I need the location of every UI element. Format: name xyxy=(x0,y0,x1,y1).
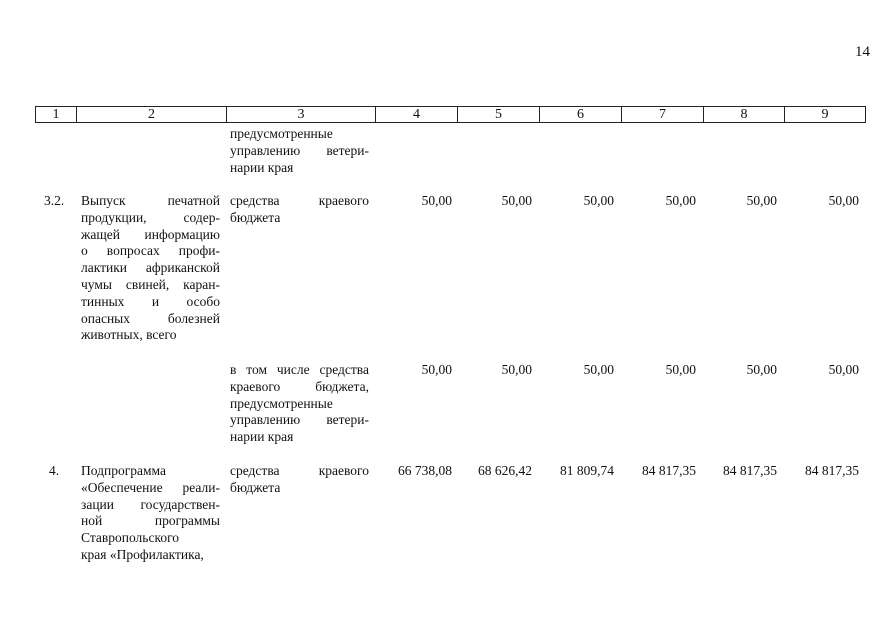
header-col-4: 4 xyxy=(376,107,458,122)
row-4-number: 4. xyxy=(49,463,60,478)
row-3-2-name: Выпуск печатной продукции, содер- жащей информацию о вопросах профи- лактики африканской чумы свиней, каран- тинных и особо опасных болезней животных, всего xyxy=(81,193,220,343)
page-number: 14 xyxy=(855,44,870,60)
header-col-1: 1 xyxy=(36,107,77,122)
row-3-2-sub-value-col9: 50,00 xyxy=(828,362,859,377)
row-4-value-col4: 66 738,08 xyxy=(398,463,452,478)
row-4-name: Подпрограмма «Обеспечение реали- зации государствен- ной программы Ставропольского края «Профилактика, xyxy=(81,463,220,562)
header-col-5: 5 xyxy=(458,107,540,122)
row-3-2-sub-source: в том числе средства краевого бюджета, предусмотренные управлению ветери- нарии края xyxy=(230,362,369,445)
row-4-value-col9: 84 817,35 xyxy=(805,463,859,478)
row-3-2-sub-value-col8: 50,00 xyxy=(746,362,777,377)
header-col-8: 8 xyxy=(704,107,785,122)
row-3-2-sub-value-col5: 50,00 xyxy=(501,362,532,377)
row-3-2-sub-value-col6: 50,00 xyxy=(583,362,614,377)
row-3-2-sub-value-col4: 50,00 xyxy=(421,362,452,377)
continuation-source: предусмотренные управлению ветери- нарии края xyxy=(230,126,369,175)
header-col-6: 6 xyxy=(540,107,622,122)
row-4-value-col5: 68 626,42 xyxy=(478,463,532,478)
header-col-7: 7 xyxy=(622,107,704,122)
header-col-3: 3 xyxy=(227,107,376,122)
header-col-9: 9 xyxy=(821,107,829,122)
row-4-value-col8: 84 817,35 xyxy=(723,463,777,478)
row-3-2-value-col6: 50,00 xyxy=(583,193,614,208)
row-3-2-value-col5: 50,00 xyxy=(501,193,532,208)
header-col-2: 2 xyxy=(77,107,227,122)
row-3-2-value-col7: 50,00 xyxy=(665,193,696,208)
row-3-2-source: средства краевого бюджета xyxy=(230,193,369,225)
row-3-2-number: 3.2. xyxy=(44,193,65,208)
row-4-value-col6: 81 809,74 xyxy=(560,463,614,478)
table-header-row xyxy=(35,106,866,123)
row-3-2-value-col4: 50,00 xyxy=(421,193,452,208)
row-4-value-col7: 84 817,35 xyxy=(642,463,696,478)
row-3-2-value-col9: 50,00 xyxy=(828,193,859,208)
row-3-2-sub-value-col7: 50,00 xyxy=(665,362,696,377)
row-3-2-value-col8: 50,00 xyxy=(746,193,777,208)
row-4-source: средства краевого бюджета xyxy=(230,463,369,495)
